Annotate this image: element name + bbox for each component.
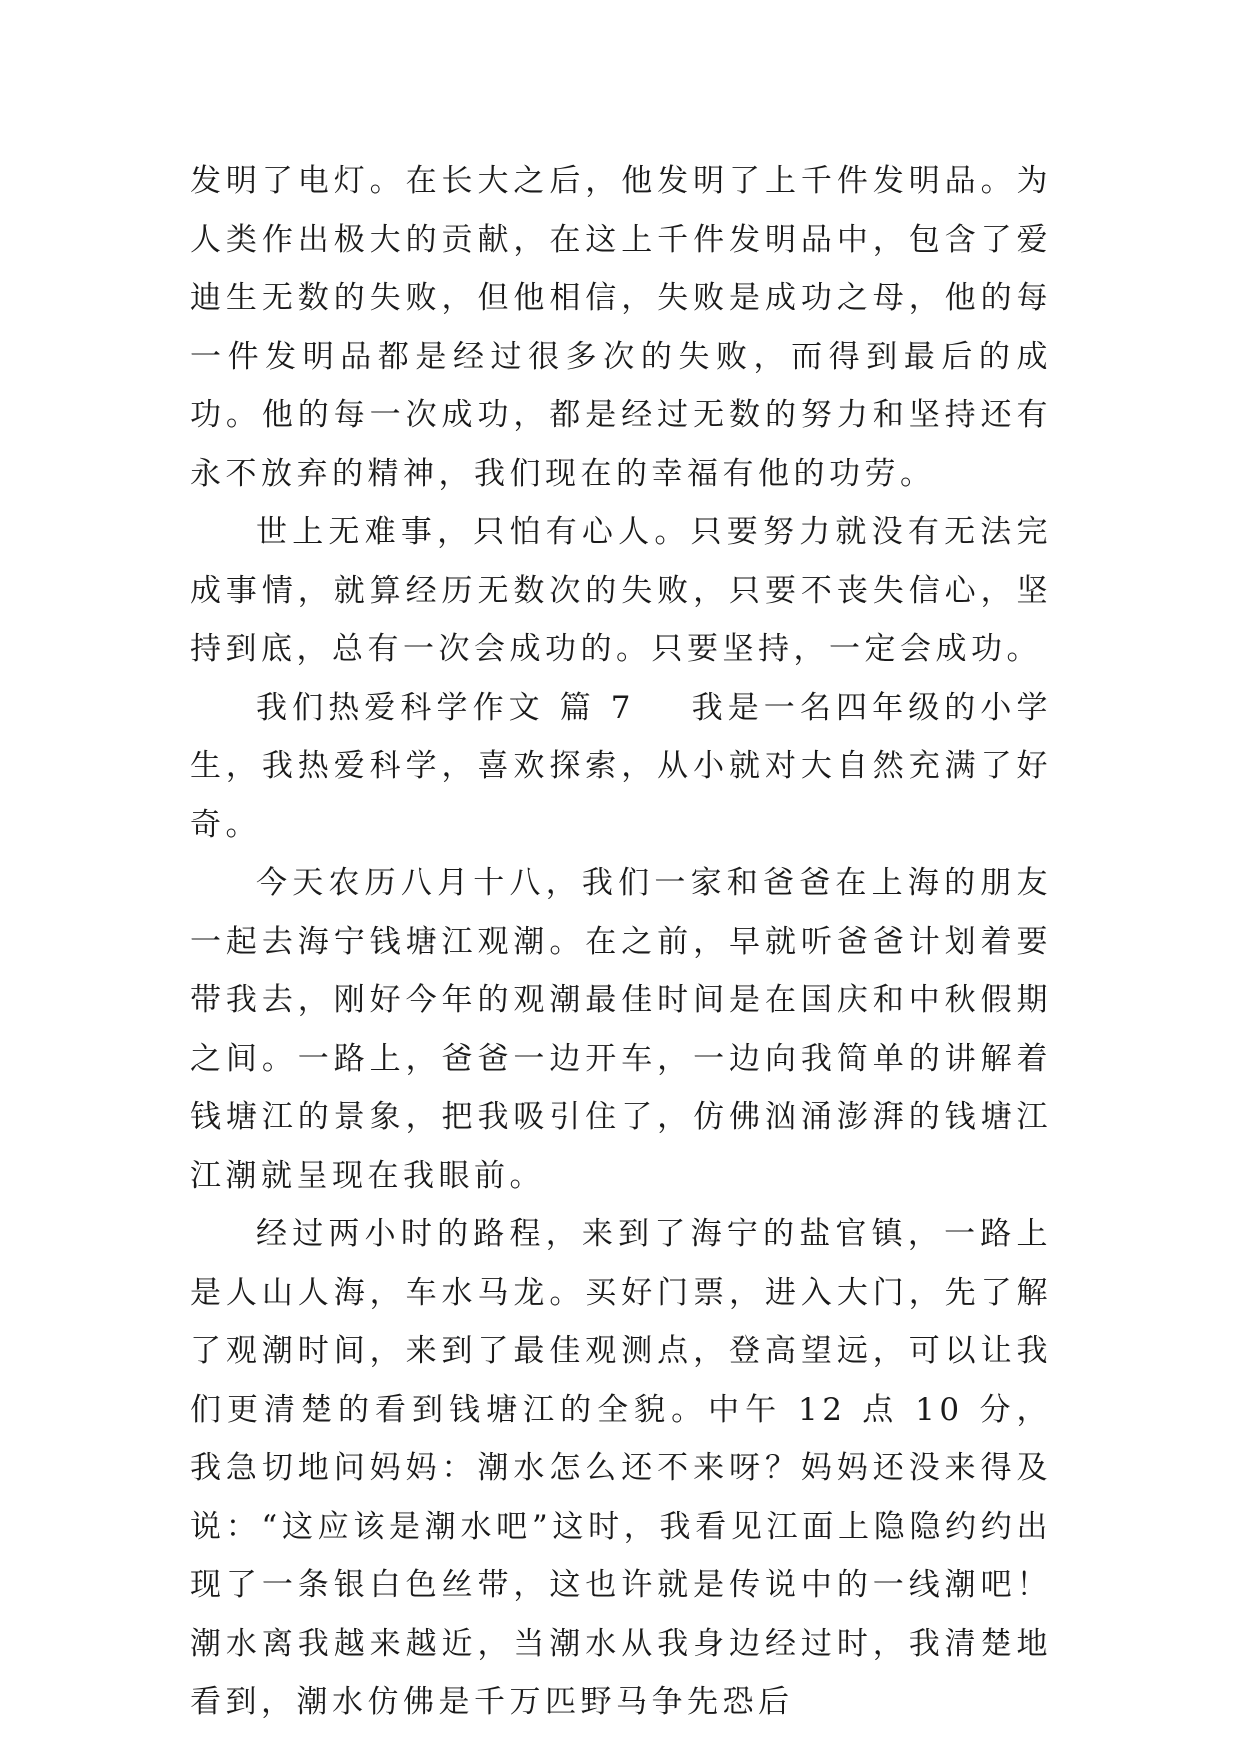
section-heading: 我们热爱科学作文 篇 7 [256, 689, 636, 726]
section-intro-text: 我是一名四年级的小学生，我热爱科学，喜欢探索，从小就对大自然充满了好奇。 [190, 689, 1052, 843]
document-body [190, 152, 1052, 1732]
paragraph-trip-to-haining: 今天农历八月十八，我们一家和爸爸在上海的朋友一起去海宁钱塘江观潮。在之前，早就听爸爸计划着要带我去，刚好今年的观潮最佳时间是在国庆和中秋假期之间。一路上，爸爸一边开车，一边向我简单的讲解着钱塘江的景象，把我吸引住了，仿佛汹涌澎湃的钱塘江江潮就呈现在我眼前。 [190, 865, 1052, 1194]
section-7-paragraph [190, 679, 1052, 855]
paragraph-edison-inventions: 发明了电灯。在长大之后，他发明了上千件发明品。为人类作出极大的贡献，在这上千件发明品中，包含了爱迪生无数的失败，但他相信，失败是成功之母，他的每一件发明品都是经过很多次的失败，而得到最后的成功。他的每一次成功，都是经过无数的努力和坚持还有永不放弃的精神，我们现在的幸福有他的功劳。 [190, 163, 1052, 492]
paragraph-watching-tide: 经过两小时的路程，来到了海宁的盐官镇，一路上是人山人海，车水马龙。买好门票，进入大门，先了解了观潮时间，来到了最佳观测点，登高望远，可以让我们更清楚的看到钱塘江的全貌。中午 12 点 10 分，我急切地问妈妈：潮水怎么还不来呀？妈妈还没来得及说：“这应该是潮水吧”这时，我看见江面上隐隐约约出现了一条银白色丝带，这也许就是传说中的一线潮吧！潮水离我越来越近，当潮水从我身边经过时，我清楚地看到，潮水仿佛是千万匹野马争先恐后 [190, 1216, 1052, 1720]
paragraph-perseverance: 世上无难事，只怕有心人。只要努力就没有无法完成事情，就算经历无数次的失败，只要不丧失信心，坚持到底，总有一次会成功的。只要坚持，一定会成功。 [190, 514, 1052, 667]
